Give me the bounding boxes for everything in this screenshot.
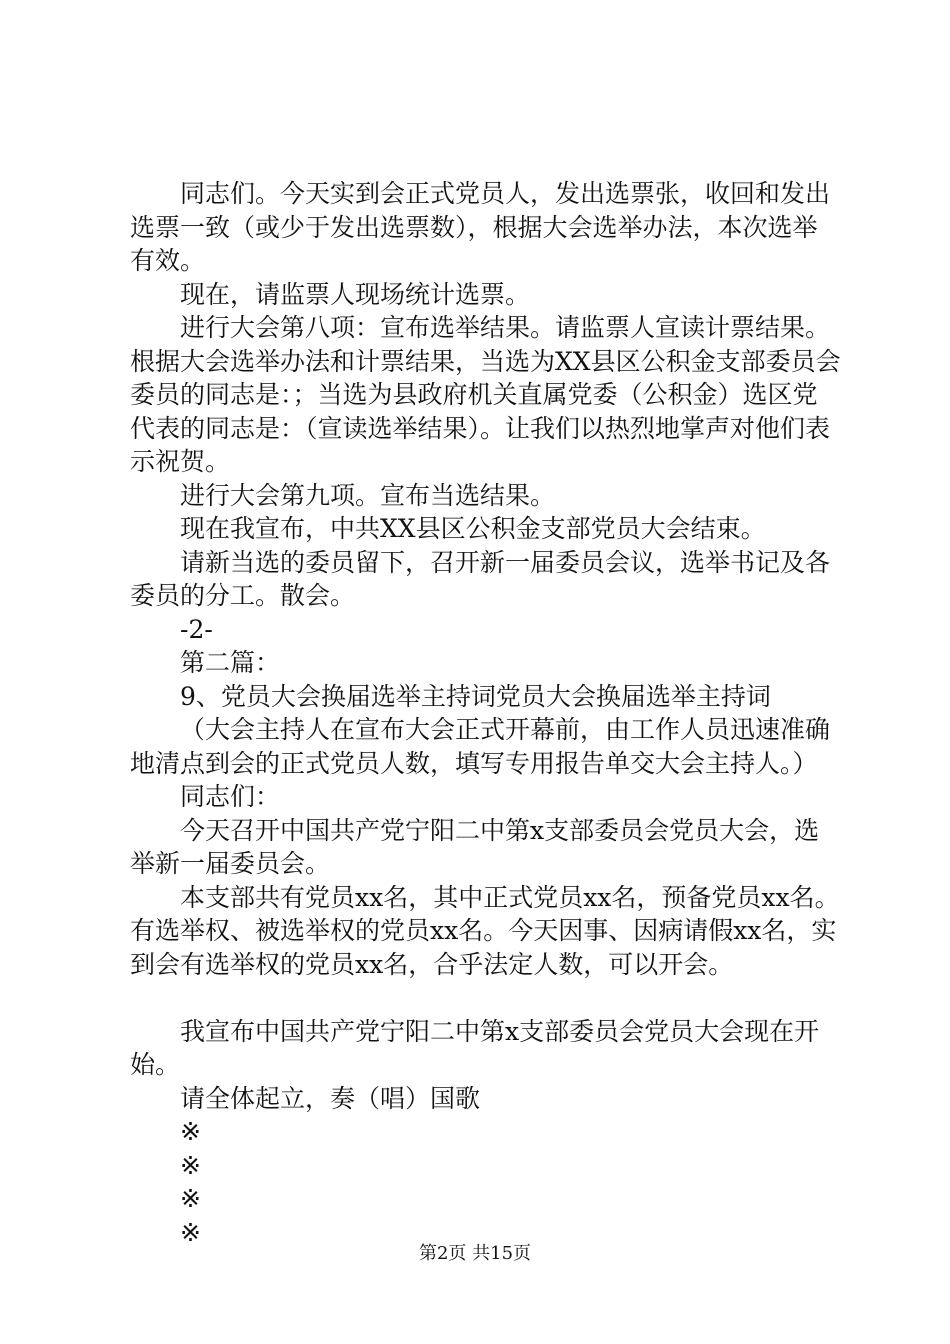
reference-mark: ※ bbox=[180, 1117, 201, 1146]
section-title: 9、党员大会换届选举主持词党员大会换届选举主持词 bbox=[180, 681, 771, 711]
paragraph: 现在我宣布，中共XX县区公积金支部党员大会结束。 bbox=[180, 514, 766, 543]
paragraph: 现在，请监票人现场统计选票。 bbox=[180, 279, 531, 309]
reference-mark: ※ bbox=[180, 1217, 201, 1247]
paragraph: 今天召开中国共产党宁阳二中第x支部委员会党员大会，选举新一届委员会。 bbox=[130, 815, 820, 878]
paragraph: 进行大会第八项：宣布选举结果。请监票人宣读计票结果。根据大会选举办法和计票结果，当选为XX县区公积金支部委员会委员的同志是：；当选为县政府机关直属党委（公积金）选区党代表的同志是：（宣读选举结果）。让我们以热烈地掌声对他们表示祝贺。 bbox=[130, 313, 841, 476]
paragraph: 本支部共有党员xx名，其中正式党员xx名，预备党员xx名。有选举权、被选举权的党员xx名。今天因事、因病请假xx名，实到会有选举权的党员xx名，合乎法定人数，可以开会。 bbox=[130, 882, 840, 979]
reference-mark: ※ bbox=[180, 1184, 201, 1213]
page-footer: 第2页 共15页 bbox=[418, 1243, 532, 1264]
page-number-marker: -2- bbox=[180, 614, 213, 644]
paragraph: 进行大会第九项。宣布当选结果。 bbox=[180, 480, 556, 510]
paragraph: 请全体起立，奏（唱）国歌 bbox=[180, 1083, 481, 1113]
paragraph: 请新当选的委员留下，召开新一届委员会议，选举书记及各委员的分工。散会。 bbox=[130, 547, 831, 610]
reference-mark: ※ bbox=[180, 1150, 201, 1180]
paragraph: （大会主持人在宣布大会正式开幕前，由工作人员迅速准确地清点到会的正式党员人数，填写专用报告单交大会主持人。） bbox=[130, 715, 831, 778]
paragraph: 同志们。今天实到会正式党员人，发出选票张，收回和发出选票一致（或少于发出选票数），根据大会选举办法，本次选举有效。 bbox=[130, 179, 831, 275]
paragraph: 我宣布中国共产党宁阳二中第x支部委员会党员大会现在开始。 bbox=[130, 1016, 820, 1079]
document-body bbox=[130, 177, 842, 1249]
salutation: 同志们： bbox=[180, 782, 281, 811]
blank-line bbox=[130, 981, 842, 1015]
section-heading: 第二篇： bbox=[180, 648, 281, 677]
